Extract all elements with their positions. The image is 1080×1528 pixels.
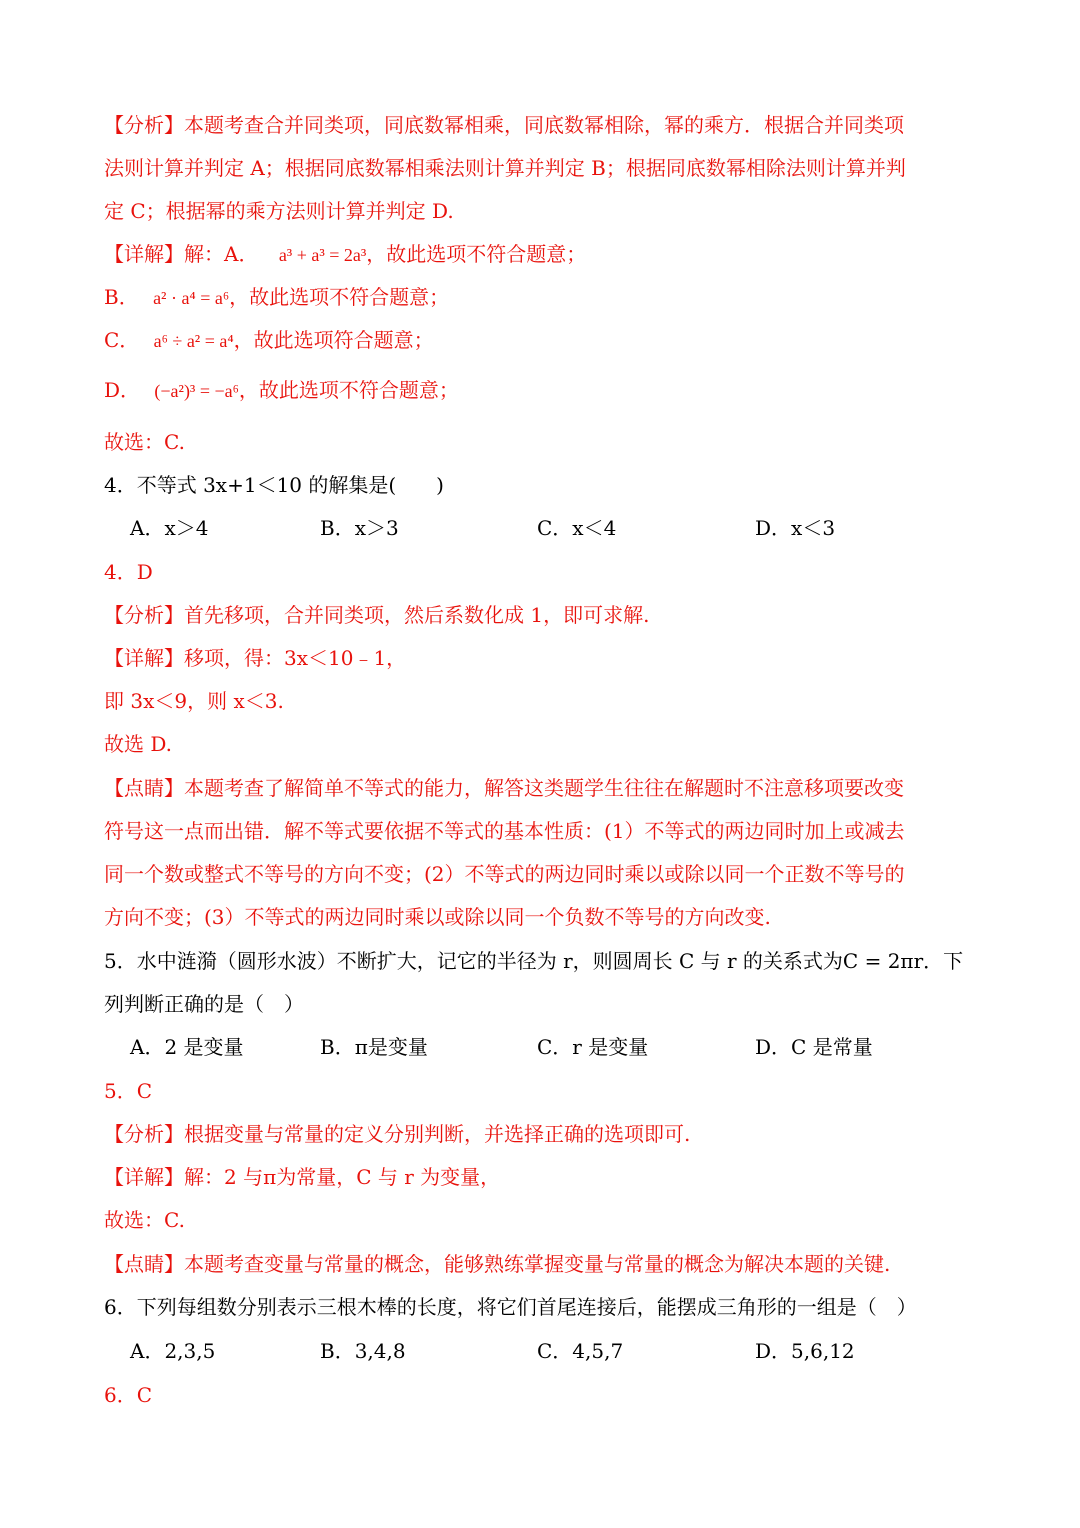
q4-analysis: 【分析】首先移项，合并同类项，然后系数化成 1，即可求解. bbox=[104, 603, 650, 627]
q6-option-c: C．4,5,7 bbox=[537, 1339, 624, 1363]
q3-detail-b bbox=[104, 283, 449, 312]
q6-answer: 6．C bbox=[104, 1383, 153, 1407]
q5-option-a: A．2 是变量 bbox=[130, 1035, 244, 1059]
q3-analysis-line-2: 法则计算并判定 A；根据同底数幂相乘法则计算并判定 B；根据同底数幂相除法则计算并判 bbox=[104, 156, 906, 180]
q3-formula-b: a² · a⁴ = a⁶ bbox=[153, 288, 230, 308]
q5-choose: 故选：C. bbox=[104, 1208, 185, 1232]
q4-stem: 4．不等式 3x+1＜10 的解集是( ) bbox=[104, 473, 444, 497]
q5-stem-line-1: 5．水中涟漪（圆形水波）不断扩大，记它的半径为 r，则圆周长 C 与 r 的关系式为C = 2πr．下 bbox=[104, 949, 964, 973]
q3-formula-c: a⁶ ÷ a² = a⁴ bbox=[153, 331, 234, 351]
q3-tail-b: ，故此选项不符合题意； bbox=[229, 285, 450, 309]
q5-detail: 【详解】解：2 与π为常量，C 与 r 为变量， bbox=[104, 1165, 501, 1189]
q5-option-c: C．r 是变量 bbox=[537, 1035, 649, 1059]
q3-analysis-line-1: 【分析】本题考查合并同类项，同底数幂相乘，同底数幂相除，幂的乘方．根据合并同类项 bbox=[104, 113, 904, 137]
q4-option-d: D．x＜3 bbox=[755, 516, 836, 540]
q3-label-c: C． bbox=[104, 328, 140, 352]
q6-option-b: B．3,4,8 bbox=[320, 1339, 406, 1363]
q3-detail-c bbox=[104, 326, 434, 355]
q3-detail-a bbox=[104, 240, 586, 269]
q3-formula-a: a³ + a³ = 2a³ bbox=[278, 245, 367, 265]
q3-detail-d bbox=[104, 376, 459, 405]
q3-analysis-line-3: 定 C；根据幂的乘方法则计算并判定 D. bbox=[104, 199, 454, 223]
q3-tail-a: ，故此选项不符合题意； bbox=[366, 242, 587, 266]
q5-option-b: B．π是变量 bbox=[320, 1035, 428, 1059]
q3-label-b: B． bbox=[104, 285, 139, 309]
q6-option-a: A．2,3,5 bbox=[130, 1339, 216, 1363]
q6-option-d: D．5,6,12 bbox=[755, 1339, 855, 1363]
q3-formula-d: (−a²)³ = −a⁶ bbox=[154, 381, 239, 401]
q3-label-d: D． bbox=[104, 378, 141, 402]
q4-option-a: A．x＞4 bbox=[130, 516, 209, 540]
q3-tail-d: ，故此选项不符合题意； bbox=[238, 378, 459, 402]
q5-analysis: 【分析】根据变量与常量的定义分别判断，并选择正确的选项即可. bbox=[104, 1122, 691, 1146]
q4-choose: 故选 D. bbox=[104, 732, 173, 756]
q5-comment: 【点睛】本题考查变量与常量的概念，能够熟练掌握变量与常量的概念为解决本题的关键. bbox=[104, 1252, 891, 1276]
q3-detail-prefix: 【详解】解：A． bbox=[104, 242, 259, 266]
q3-choose: 故选：C. bbox=[104, 430, 185, 454]
q4-option-b: B．x＞3 bbox=[320, 516, 399, 540]
q4-comment-line-1: 【点睛】本题考查了解简单不等式的能力，解答这类题学生往往在解题时不注意移项要改变 bbox=[104, 776, 904, 800]
q6-stem: 6．下列每组数分别表示三根木棒的长度，将它们首尾连接后，能摆成三角形的一组是（ ） bbox=[104, 1295, 917, 1319]
q4-comment-line-3: 同一个数或整式不等号的方向不变；(2）不等式的两边同时乘以或除以同一个正数不等号的 bbox=[104, 862, 905, 886]
q4-detail-1: 【详解】移项，得：3x＜10﹣1， bbox=[104, 646, 407, 670]
q4-option-c: C．x＜4 bbox=[537, 516, 617, 540]
q4-comment-line-4: 方向不变；(3）不等式的两边同时乘以或除以同一个负数不等号的方向改变. bbox=[104, 905, 771, 929]
q3-tail-c: ，故此选项符合题意； bbox=[233, 328, 434, 352]
q4-answer: 4．D bbox=[104, 560, 153, 584]
q5-option-d: D．C 是常量 bbox=[755, 1035, 873, 1059]
q5-stem-line-2: 列判断正确的是（ ） bbox=[104, 992, 304, 1016]
q4-detail-2: 即 3x＜9，则 x＜3. bbox=[104, 689, 284, 713]
q4-comment-line-2: 符号这一点而出错．解不等式要依据不等式的基本性质：(1）不等式的两边同时加上或减去 bbox=[104, 819, 905, 843]
q5-answer: 5．C bbox=[104, 1079, 153, 1103]
